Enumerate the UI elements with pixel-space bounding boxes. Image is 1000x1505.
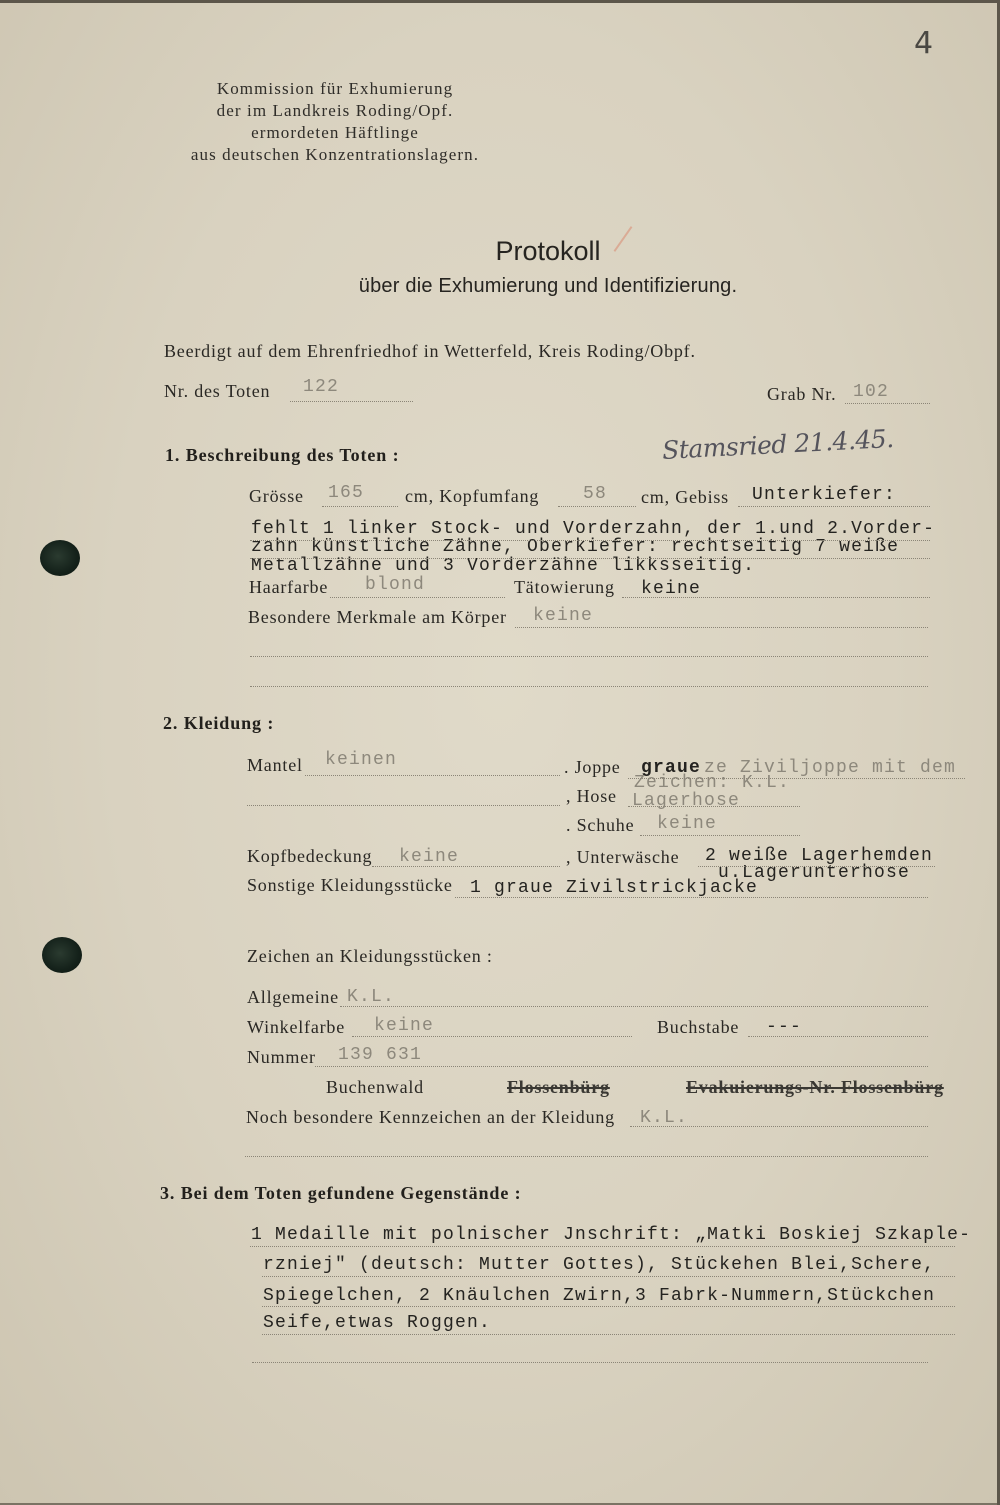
dotted-line [558,506,636,507]
tattoo-value: keine [641,579,702,599]
dotted-line [330,597,505,598]
height-value: 165 [328,483,365,503]
hair-color-value: blond [365,575,426,595]
document-subtitle: über die Exhumierung und Identifizierung. [358,275,738,297]
trousers-label: , Hose [566,786,617,806]
commission-header [135,78,535,166]
header-line: ermordeten Häftlinge [251,123,419,142]
dotted-line [698,866,935,867]
jacket-value: ze Ziviljoppe mit dem [704,758,957,778]
number-value: 139 631 [338,1045,423,1065]
dotted-line [262,1306,955,1307]
underwear-label: , Unterwäsche [566,847,680,867]
dotted-line [262,1276,955,1277]
teeth-value-line: fehlt 1 linker Stock- und Vorderzahn, der 1.und 2.Vorder- [251,519,936,539]
items-line: Spiegelchen, 2 Knäulchen Zwirn,3 Fabrk-Nummern,Stückchen [263,1286,936,1306]
items-line: Seife,etwas Roggen. [263,1313,492,1333]
dotted-line [340,1006,928,1007]
teeth-value-line: zahn künstliche Zähne, Oberkiefer: rechtseitig 7 weiße [251,537,900,557]
hair-color-label: Haarfarbe [249,577,329,597]
other-markings-value: K.L. [640,1108,689,1128]
dotted-line [250,1246,955,1247]
document-title: Protokoll [495,236,601,266]
shoes-label: . Schuhe [566,815,635,835]
dead-number-label: Nr. des Toten [164,381,271,401]
head-circumference-label: cm, Kopfumfang [405,486,540,506]
header-line: Kommission für Exhumierung [216,79,454,98]
dotted-line [315,1066,928,1067]
number-label: Nummer [247,1047,316,1067]
dotted-line [628,806,800,807]
punch-hole-lower [42,937,82,973]
dotted-line [630,1126,928,1127]
dead-number-value: 122 [303,377,340,397]
triangle-color-label: Winkelfarbe [247,1017,346,1037]
camp-buchenwald: Buchenwald [326,1077,424,1097]
letter-label: Buchstabe [657,1017,740,1037]
burial-place: Beerdigt auf dem Ehrenfriedhof in Wetterfeld, Kreis Roding/Obpf. [164,341,696,361]
height-label: Grösse [249,486,304,506]
handwritten-place-date: Stamsried 21.4.45. [661,423,895,466]
items-line: 1 Medaille mit polnischer Jnschrift: „Matki Boskiej Szkaple- [251,1225,972,1245]
headwear-value: keine [399,847,460,867]
dotted-line [322,506,398,507]
general-marking-label: Allgemeine [247,987,339,1007]
section-clothing-heading: 2. Kleidung : [163,713,275,733]
dotted-line [640,835,800,836]
dotted-line [845,403,930,404]
markings-heading: Zeichen an Kleidungsstücken : [247,946,493,966]
teeth-label: cm, Gebiss [641,487,729,507]
coat-value: keinen [325,750,398,770]
evacuation-number-struck: Evakuierungs-Nr. Flossenbürg [686,1077,944,1097]
other-clothing-value: 1 graue Zivilstrickjacke [470,878,759,898]
teeth-value-line: Metallzähne und 3 Vorderzähne likksseitig. [251,556,756,576]
dotted-line [252,1362,928,1363]
head-circumference-value: 58 [583,484,608,504]
section-description-heading: 1. Beschreibung des Toten : [165,445,400,465]
dotted-line [748,1036,928,1037]
dotted-line [250,540,930,541]
grave-number-label: Grab Nr. [767,384,837,404]
section-items-heading: 3. Bei dem Toten gefundene Gegenstände : [160,1183,522,1203]
letter-value: --- [766,1017,803,1037]
items-line: rzniej" (deutsch: Mutter Gottes), Stückehen Blei,Schere, [263,1255,936,1275]
underwear-value-line: 2 weiße Lagerhemden [705,846,934,866]
general-marking-value: K.L. [347,987,396,1007]
dotted-line [628,778,965,779]
header-line: der im Landkreis Roding/Opf. [216,101,454,120]
camp-flossenbuerg-struck: Flossenbürg [507,1077,610,1097]
dotted-line [250,558,930,559]
dotted-line [305,775,560,776]
dotted-line [738,506,930,507]
dotted-line [290,401,413,402]
special-marks-value: keine [533,606,594,626]
coat-label: Mantel [247,755,303,775]
tattoo-label: Tätowierung [514,577,615,597]
triangle-color-value: keine [374,1016,435,1036]
jacket-value-overtyped: graue [641,758,702,778]
dotted-line [622,597,930,598]
dotted-line [372,866,560,867]
dotted-line [245,1156,928,1157]
headwear-label: Kopfbedeckung [247,846,373,866]
dotted-line [262,1334,955,1335]
dotted-line [352,1036,632,1037]
dotted-line [515,627,928,628]
other-markings-label: Noch besondere Kennzeichen an der Kleidung [246,1107,615,1127]
dotted-line [250,656,928,657]
shoes-value: keine [657,814,718,834]
underwear-value-line: u.Lagerunterhose [718,863,911,883]
other-clothing-label: Sonstige Kleidungsstücke [247,875,453,895]
trousers-value: Lagerhose [632,791,741,811]
punch-hole-upper [40,540,80,576]
teeth-value: Unterkiefer: [752,485,897,505]
dotted-line [250,686,928,687]
grave-number-value: 102 [853,382,890,402]
special-marks-label: Besondere Merkmale am Körper [248,607,507,627]
jacket-label: . Joppe [564,757,621,777]
header-line: aus deutschen Konzentrationslagern. [190,145,480,164]
dotted-line [455,897,928,898]
page-number: 4 [914,26,934,61]
jacket-value-line2: Zeichen: K.L. [634,773,791,793]
dotted-line [247,805,560,806]
